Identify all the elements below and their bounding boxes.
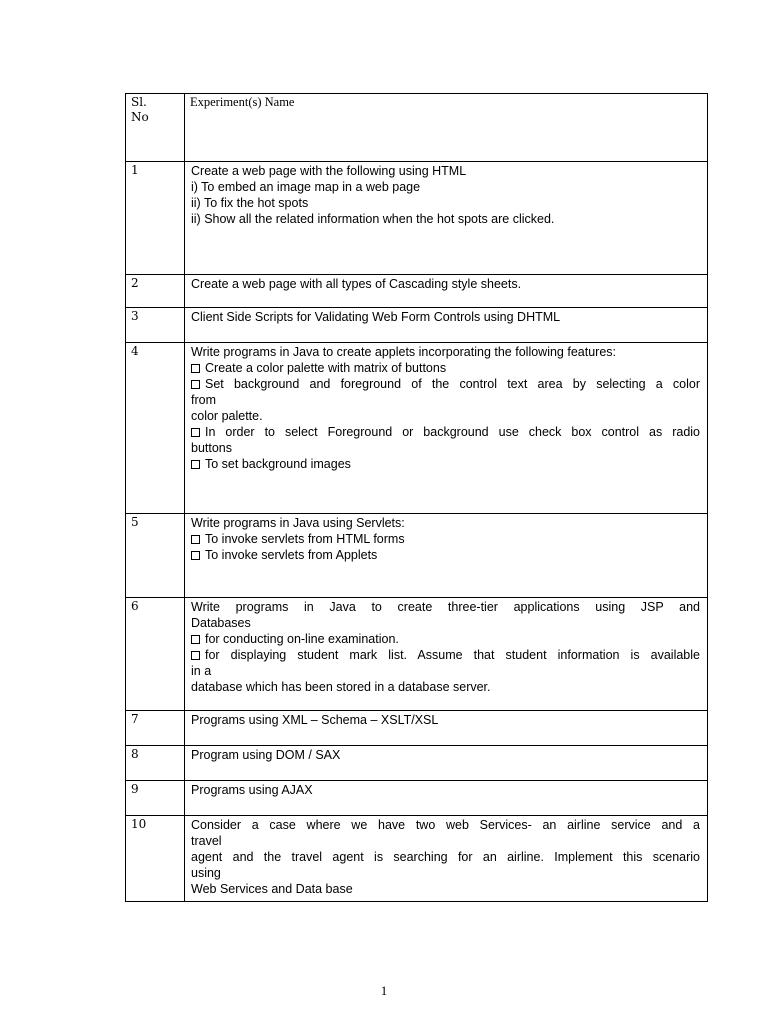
checkbox-bullet-icon — [191, 551, 200, 560]
serial-no: 2 — [131, 276, 139, 290]
line-text: In order to select Foreground or background use check box control as radio — [205, 425, 700, 439]
line-text: ii) Show all the related information when the hot spots are clicked. — [191, 212, 555, 226]
experiment-text-line — [191, 440, 700, 456]
experiment-name-cell — [185, 308, 708, 343]
serial-no: 8 — [131, 747, 139, 761]
bullet-item — [191, 360, 700, 376]
experiment-text-line — [191, 179, 700, 195]
checkbox-bullet-icon — [191, 428, 200, 437]
serial-no: 4 — [131, 344, 139, 358]
line-text: To invoke servlets from Applets — [205, 548, 378, 562]
serial-no: 6 — [131, 599, 139, 613]
experiment-text-line — [191, 615, 700, 631]
table-row — [126, 781, 708, 816]
serial-no-cell — [126, 343, 185, 514]
bullet-item — [191, 376, 700, 392]
experiment-name-cell — [185, 343, 708, 514]
experiments-table — [125, 93, 708, 902]
line-text: Web Services and Data base — [191, 882, 353, 896]
line-text: buttons — [191, 441, 233, 455]
serial-no: 3 — [131, 309, 139, 323]
line-text: To invoke servlets from HTML forms — [205, 532, 405, 546]
serial-no-cell — [126, 162, 185, 275]
table-row — [126, 343, 708, 514]
experiment-text-line — [191, 747, 700, 763]
checkbox-bullet-icon — [191, 364, 200, 373]
serial-no: 9 — [131, 782, 139, 796]
experiment-name-cell — [185, 275, 708, 308]
line-text: Program using DOM / SAX — [191, 748, 341, 762]
experiment-name-cell — [185, 746, 708, 781]
page-number: 1 — [380, 983, 388, 998]
line-text: for displaying student mark list. Assume that student information is available — [205, 648, 700, 662]
experiment-name-cell — [185, 781, 708, 816]
line-text: Programs using AJAX — [191, 783, 313, 797]
table-row — [126, 711, 708, 746]
line-text: Client Side Scripts for Validating Web Form Controls using DHTML — [191, 310, 561, 324]
experiment-name-cell — [185, 162, 708, 275]
header-experiment-name-cell — [185, 94, 708, 162]
line-text: color palette. — [191, 409, 263, 423]
line-text: Write programs in Java using Servlets: — [191, 516, 405, 530]
line-text: from — [191, 393, 216, 407]
line-text: Write programs in Java to create three-tier applications using JSP and — [191, 600, 700, 614]
experiment-name-cell — [185, 711, 708, 746]
table-row — [126, 308, 708, 343]
checkbox-bullet-icon — [191, 460, 200, 469]
line-text: Create a web page with the following using HTML — [191, 164, 467, 178]
experiment-text-line — [191, 163, 700, 179]
serial-no: 10 — [131, 817, 147, 831]
line-text: agent and the travel agent is searching for an airline. Implement this scenario — [191, 850, 700, 864]
table-row — [126, 275, 708, 308]
line-text: Programs using XML – Schema – XSLT/XSL — [191, 713, 439, 727]
experiment-text-line — [191, 712, 700, 728]
experiment-name-cell — [185, 816, 708, 902]
experiment-text-line — [191, 392, 700, 408]
experiments-table-body — [126, 94, 708, 902]
experiment-name-cell — [185, 598, 708, 711]
serial-no-cell — [126, 781, 185, 816]
table-row — [126, 746, 708, 781]
line-text: Databases — [191, 616, 251, 630]
line-text: Create a color palette with matrix of buttons — [205, 361, 447, 375]
bullet-item — [191, 647, 700, 663]
line-text: using — [191, 866, 221, 880]
line-text: travel — [191, 834, 222, 848]
serial-no-cell — [126, 514, 185, 598]
experiment-text-line — [191, 782, 700, 798]
header-experiment-name: Experiment(s) Name — [190, 95, 295, 109]
experiment-text-line — [191, 344, 700, 360]
line-text: i) To embed an image map in a web page — [191, 180, 421, 194]
serial-no-cell — [126, 816, 185, 902]
experiment-text-line — [191, 865, 700, 881]
table-row — [126, 514, 708, 598]
experiment-text-line — [191, 211, 700, 227]
line-text: database which has been stored in a database server. — [191, 680, 491, 694]
line-text: Write programs in Java to create applets incorporating the following features: — [191, 345, 616, 359]
table-header-row — [126, 94, 708, 162]
checkbox-bullet-icon — [191, 651, 200, 660]
line-text: Set background and foreground of the control text area by selecting a color — [205, 377, 700, 391]
experiment-text-line — [191, 881, 700, 897]
line-text: in a — [191, 664, 212, 678]
experiment-text-line — [191, 679, 700, 695]
checkbox-bullet-icon — [191, 635, 200, 644]
bullet-item — [191, 631, 700, 647]
experiment-text-line — [191, 849, 700, 865]
serial-no-cell — [126, 746, 185, 781]
experiment-name-cell — [185, 514, 708, 598]
serial-no: 5 — [131, 515, 139, 529]
header-serial-no-cell — [126, 94, 185, 162]
line-text: ii) To fix the hot spots — [191, 196, 309, 210]
table-row — [126, 598, 708, 711]
checkbox-bullet-icon — [191, 380, 200, 389]
line-text: Create a web page with all types of Cascading style sheets. — [191, 277, 522, 291]
experiment-text-line — [191, 195, 700, 211]
serial-no-cell — [126, 711, 185, 746]
bullet-item — [191, 424, 700, 440]
experiment-text-line — [191, 515, 700, 531]
bullet-item — [191, 547, 700, 563]
experiment-text-line — [191, 599, 700, 615]
experiment-text-line — [191, 817, 700, 833]
experiment-text-line — [191, 276, 700, 292]
table-row — [126, 162, 708, 275]
bullet-item — [191, 531, 700, 547]
line-text: To set background images — [205, 457, 351, 471]
bullet-item — [191, 456, 700, 472]
checkbox-bullet-icon — [191, 535, 200, 544]
experiment-text-line — [191, 833, 700, 849]
experiment-text-line — [191, 408, 700, 424]
serial-no-cell — [126, 275, 185, 308]
header-serial-no: Sl. No — [131, 95, 149, 124]
experiment-text-line — [191, 663, 700, 679]
serial-no-cell — [126, 598, 185, 711]
line-text: Consider a case where we have two web Services- an airline service and a — [191, 818, 700, 832]
serial-no-cell — [126, 308, 185, 343]
line-text: for conducting on-line examination. — [205, 632, 399, 646]
serial-no: 7 — [131, 712, 139, 726]
serial-no: 1 — [131, 163, 139, 177]
table-row — [126, 816, 708, 902]
experiment-text-line — [191, 309, 700, 325]
